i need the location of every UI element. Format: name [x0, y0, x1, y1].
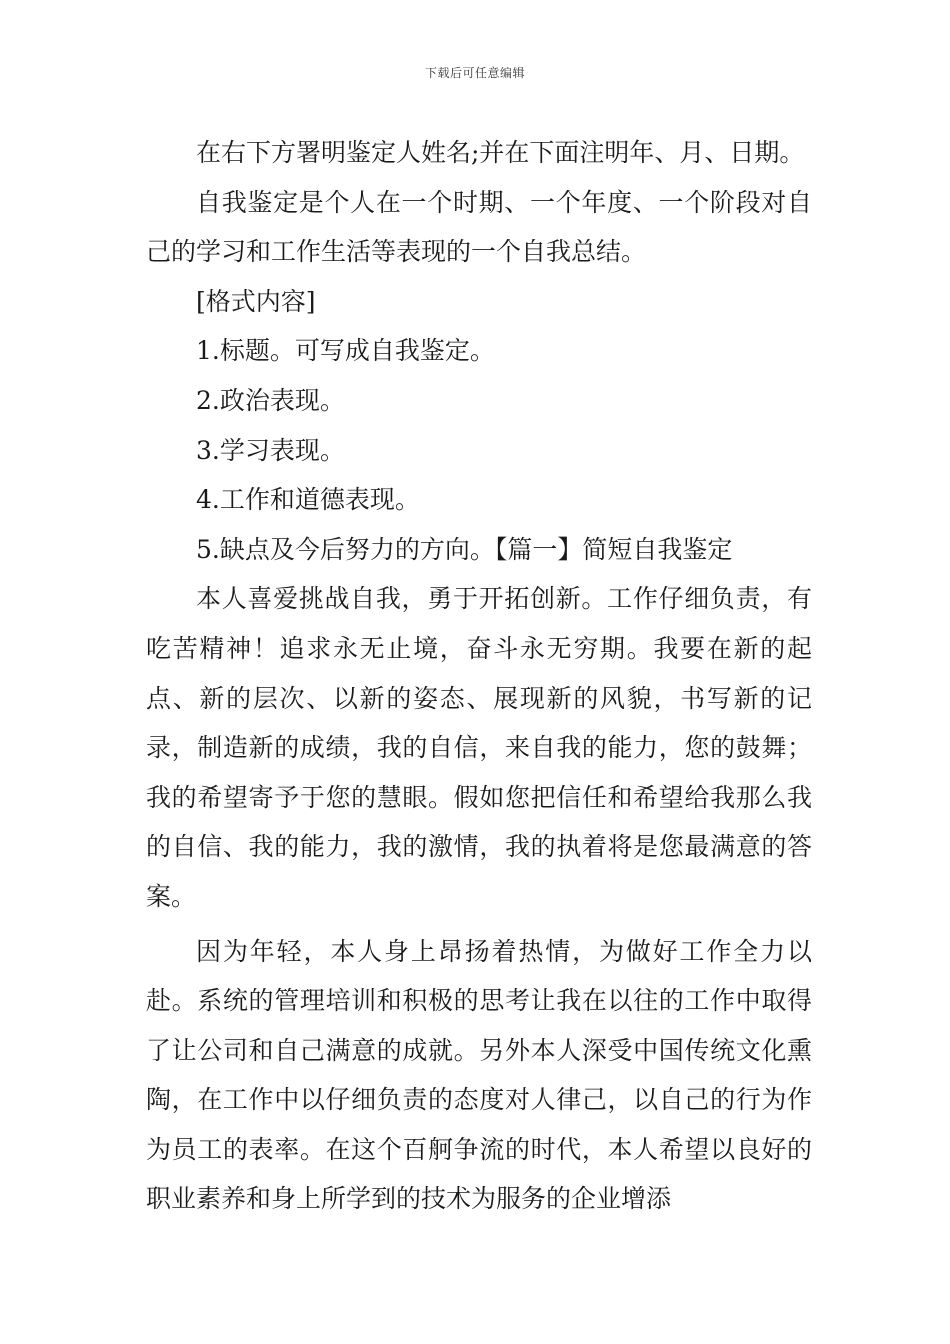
list-item-title: 1.标题。可写成自我鉴定。	[196, 336, 495, 366]
list-item-political: 2.政治表现。	[196, 385, 345, 415]
paragraph-format-heading: [格式内容]	[196, 286, 316, 316]
paragraph-signature-instruction: 在右下方署明鉴定人姓名;并在下面注明年、月、日期。	[196, 138, 805, 167]
list-item-study: 3.学习表现。	[196, 435, 345, 465]
paragraph-short-self-assessment: 本人喜爱挑战自我，勇于开拓创新。工作仔细负责，有吃苦精神！追求永无止境，奋斗永无穷期。我要在新的起点、新的层次、以新的姿态、展现新的风貌，书写新的记录，制造新的成绩，我的自信，来自我的能力，您的鼓舞；我的希望寄予于您的慧眼。假如您把信任和希望给我那么我的自信、我的能力，我的激情，我的执着将是您最满意的答案。	[146, 584, 812, 911]
list-item-shortcomings: 5.缺点及今后努力的方向。【篇一】简短自我鉴定	[196, 534, 733, 564]
header-note: 下载后可任意编辑	[424, 66, 525, 80]
paragraph-youth-passion: 因为年轻，本人身上昂扬着热情，为做好工作全力以赴。系统的管理培训和积极的思考让我在以往的工作中取得了让公司和自己满意的成就。另外本人深受中国传统文化熏陶，在工作中以仔细负责的态度对人律己，以自己的行为作为员工的表率。在这个百舸争流的时代，本人希望以良好的职业素养和身上所学到的技术为服务的企业增添	[146, 936, 812, 1214]
list-item-work-ethics: 4.工作和道德表现。	[196, 485, 420, 515]
document-body	[146, 128, 812, 1224]
paragraph-self-assessment-definition: 自我鉴定是个人在一个时期、一个年度、一个阶段对自己的学习和工作生活等表现的一个自我总结。	[146, 187, 812, 267]
